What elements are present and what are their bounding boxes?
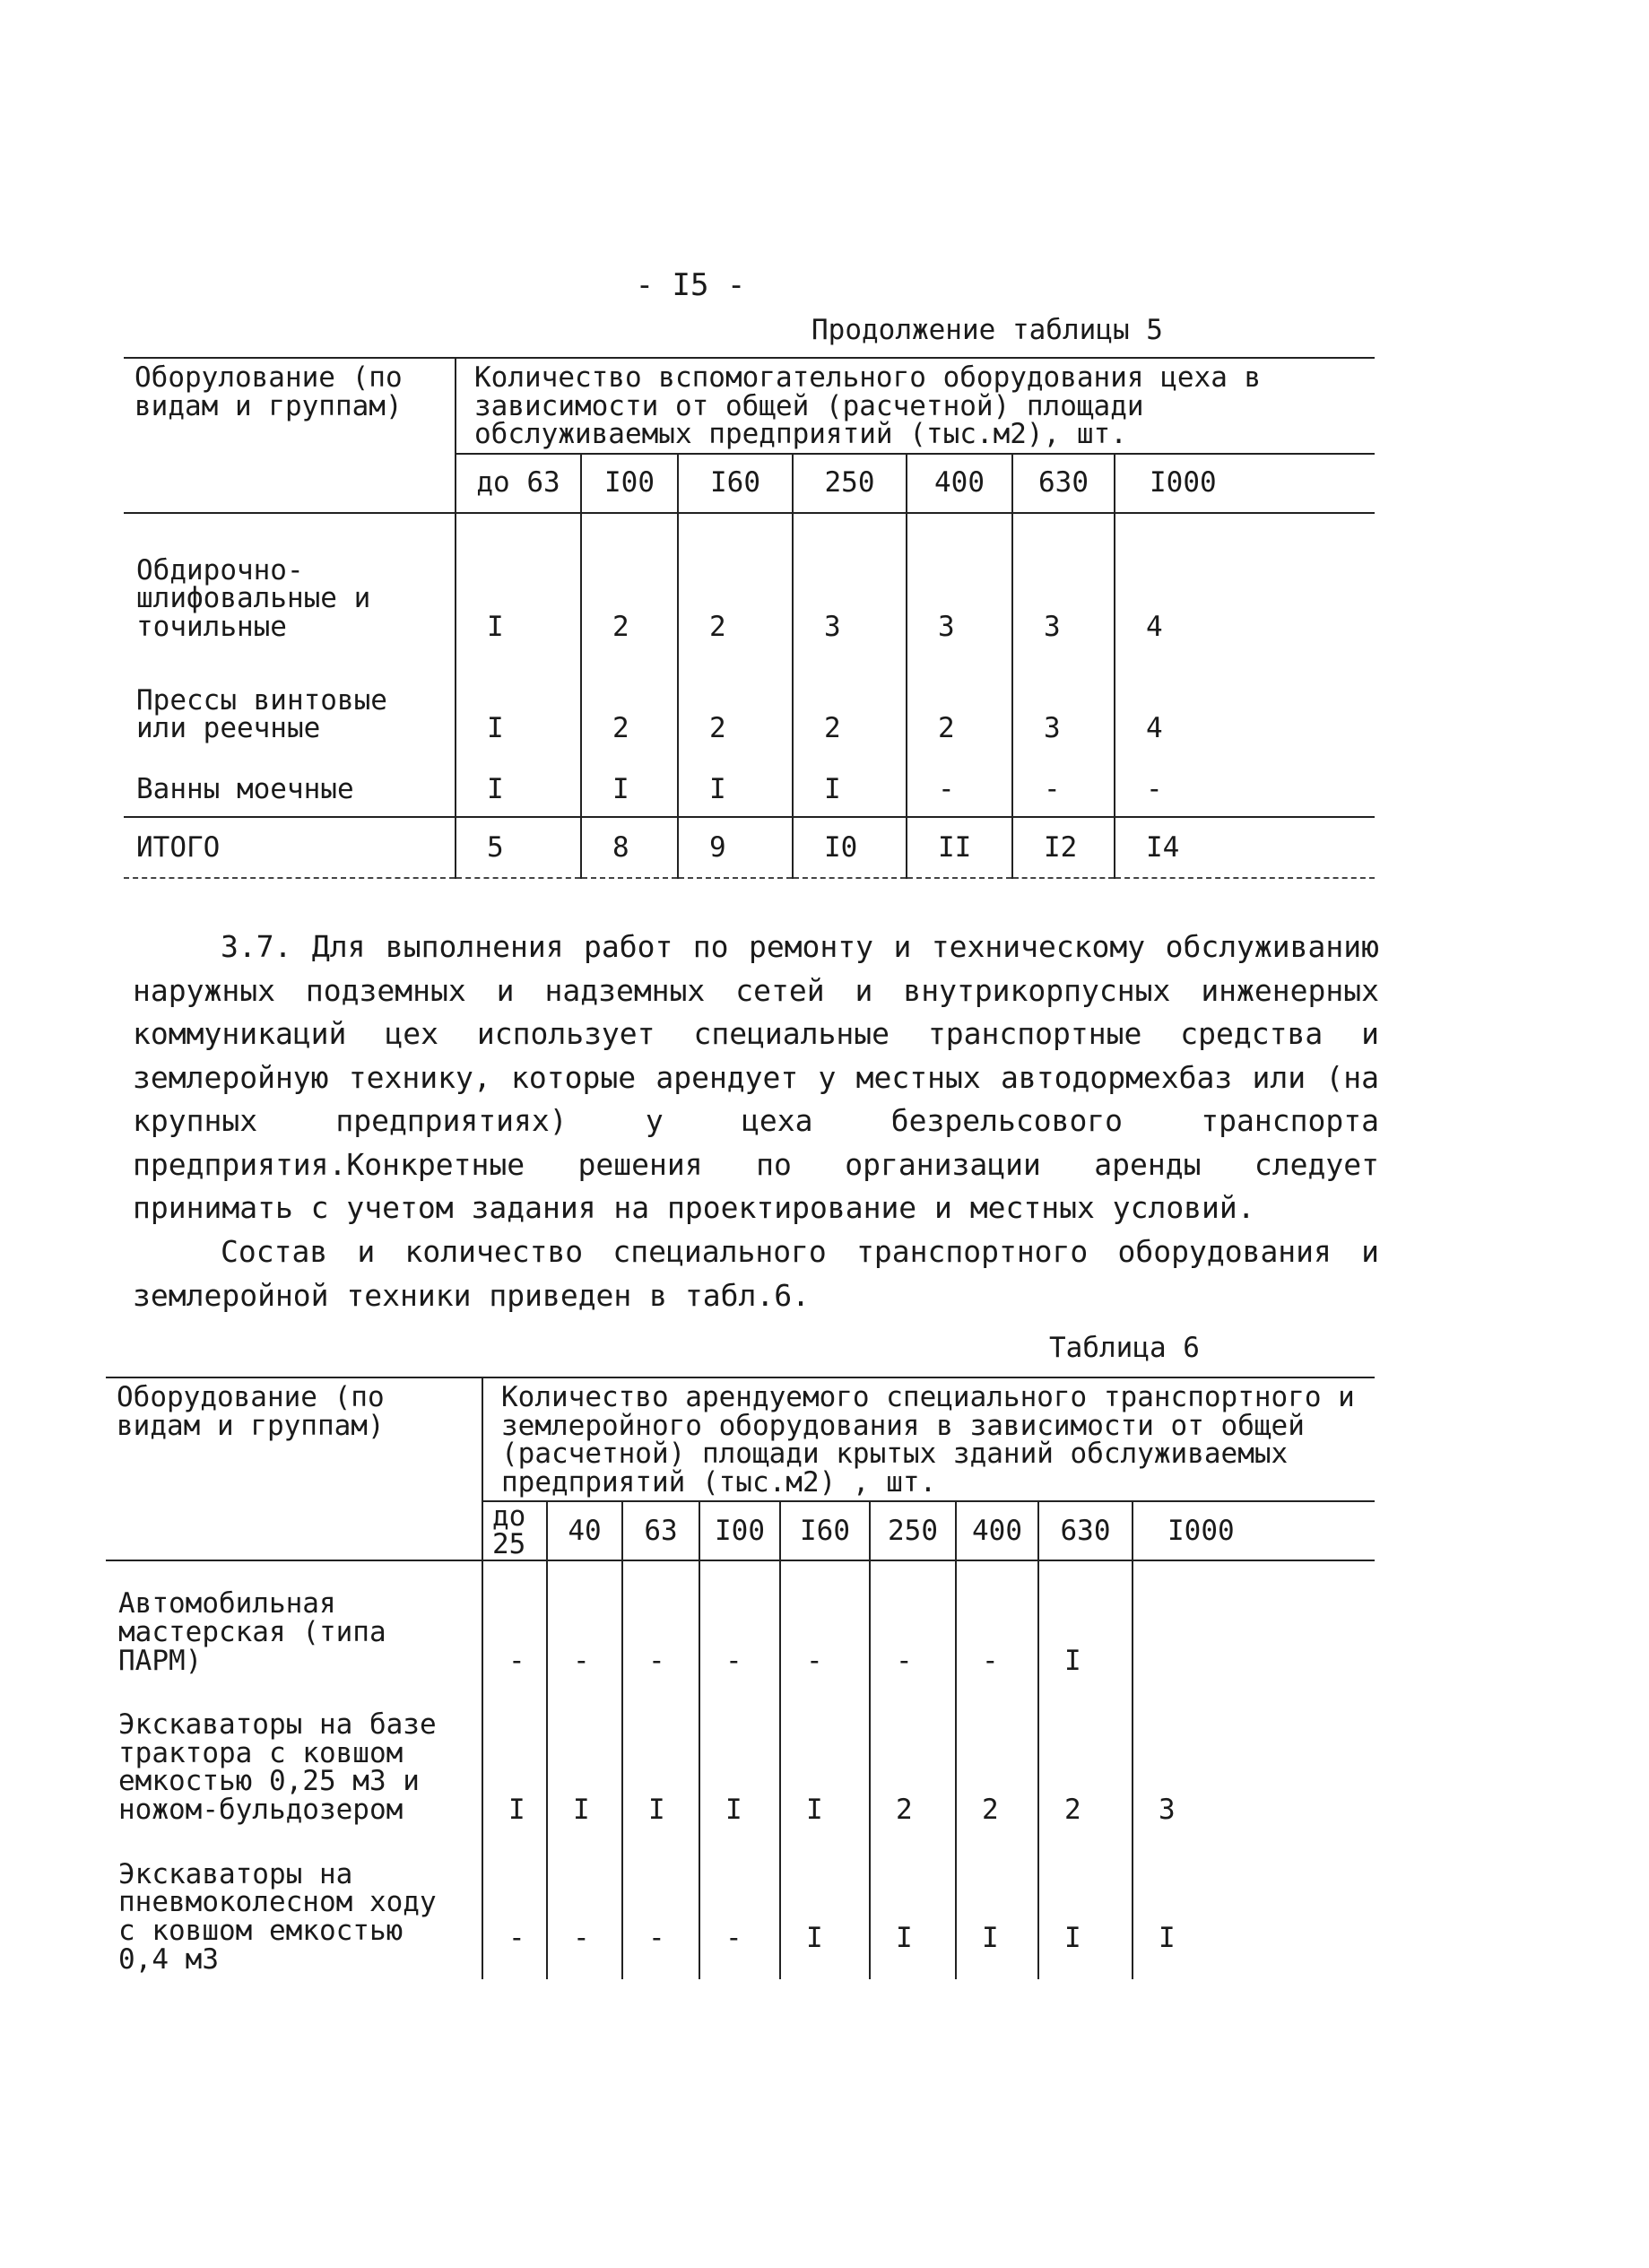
table6-cell: 2	[1038, 1688, 1133, 1837]
table6-col-header: 250	[870, 1501, 956, 1560]
table5-total-cell: 8	[581, 817, 678, 878]
table5-cell: 2	[678, 655, 793, 756]
body-text-section	[133, 1230, 1379, 1317]
table5-cell: 3	[1012, 655, 1115, 756]
table6-header-equipment: Оборудование (по видам и группам)	[106, 1377, 482, 1560]
table6-col-header: I60	[780, 1501, 870, 1560]
table5-cell: 3	[793, 513, 907, 655]
table5-cell: 3	[907, 513, 1012, 655]
table6-col-header: I00	[699, 1501, 780, 1560]
table6-cell: I	[1038, 1838, 1133, 1979]
table5-total-cell: I4	[1115, 817, 1375, 878]
table6-row-name: Автомобильная мастерская (типа ПАРМ)	[118, 1587, 386, 1677]
table5-header-equipment: Оборулование (по видам и группам)	[124, 358, 456, 513]
table6-cell: -	[622, 1838, 699, 1979]
table6-cell: -	[482, 1560, 547, 1688]
table5-cell: I	[581, 756, 678, 818]
table-row	[106, 1838, 1375, 1979]
table-5	[124, 357, 1375, 879]
table6-header-quantity: Количество арендуемого специального транспортного и землеройного оборудования в зависимости от общей (расчетной) площади крытых зданий обслуживаемых предприятий (тыс.м2) , шт.	[482, 1377, 1375, 1501]
table6-cell: -	[699, 1838, 780, 1979]
table6-cell: 3	[1133, 1688, 1375, 1837]
table5-col-header: до 63	[456, 454, 581, 513]
table6-cell: -	[622, 1560, 699, 1688]
table6-cell: -	[956, 1560, 1038, 1688]
table6-col-header: 630	[1038, 1501, 1133, 1560]
paragraph-3-7: 3.7. Для выполнения работ по ремонту и техническому обслуживанию наружных подземных и надземных сетей и внутрикорпусных инженерных коммуникаций цех использует специальные транспортные средства и землеройную технику, которые арендует у местных автодормехбаз или (на крупных предприятиях) у цеха безрельсового транспорта предприятия.Конкретные решения по организации аренды следует принимать с учетом задания на проектирование и местных условий.	[133, 929, 1379, 1225]
page-number: - I5 -	[635, 267, 746, 303]
table5-cell: -	[907, 756, 1012, 818]
table-row	[124, 513, 1375, 655]
table5-cell: 2	[581, 513, 678, 655]
table6-cell: -	[870, 1560, 956, 1688]
table5-cell: I	[456, 513, 581, 655]
table6-row-name: Экскаваторы на пневмоколесном ходу с ковшом емкостью 0,4 м3	[118, 1857, 437, 1976]
table5-total-cell: I2	[1012, 817, 1115, 878]
table-row	[106, 1688, 1375, 1837]
table5-cell: 4	[1115, 655, 1375, 756]
table5-cell: I	[456, 756, 581, 818]
table5-col-header: 400	[907, 454, 1012, 513]
table5-cell: I	[456, 655, 581, 756]
table6-cell	[1133, 1560, 1375, 1688]
table6-cell: -	[482, 1838, 547, 1979]
table6-cell: I	[622, 1688, 699, 1837]
table6-cell: I	[870, 1838, 956, 1979]
table6-cell: -	[780, 1560, 870, 1688]
table6-cell: -	[547, 1838, 622, 1979]
table6-cell: 2	[956, 1688, 1038, 1837]
table5-cell: 2	[678, 513, 793, 655]
table6-cell: I	[547, 1688, 622, 1837]
table6-cell: -	[699, 1560, 780, 1688]
table6-col-header: I000	[1133, 1501, 1375, 1560]
paragraph-composition: Состав и количество специального транспортного оборудования и землеройной техники приведен в табл.6.	[133, 1234, 1379, 1313]
table6-col-header: 40	[547, 1501, 622, 1560]
table-row-total	[124, 817, 1375, 878]
table5-cell: 3	[1012, 513, 1115, 655]
table5-cell: I	[678, 756, 793, 818]
table6-cell: I	[956, 1838, 1038, 1979]
table5-caption: Продолжение таблицы 5	[811, 314, 1163, 346]
table5-col-header: I00	[581, 454, 678, 513]
table6-cell: I	[1038, 1560, 1133, 1688]
table5-total-cell: I0	[793, 817, 907, 878]
table5-col-header: I000	[1115, 454, 1375, 513]
table6-cell: I	[699, 1688, 780, 1837]
table6-col-header: до 25	[482, 1501, 547, 1560]
table-row	[124, 655, 1375, 756]
table6-caption: Таблица 6	[1049, 1332, 1200, 1364]
table6-col-header: 400	[956, 1501, 1038, 1560]
table5-row-name: Прессы винтовые или реечные	[136, 683, 387, 745]
table6-cell: I	[780, 1838, 870, 1979]
table5-col-header: I60	[678, 454, 793, 513]
table5-header-quantity: Количество вспомогательного оборудования цеха в зависимости от общей (расчетной) площади обслуживаемых предприятий (тыс.м2), шт.	[456, 358, 1375, 454]
table5-total-cell: II	[907, 817, 1012, 878]
table5-cell: 4	[1115, 513, 1375, 655]
table-row	[106, 1560, 1375, 1688]
table5-total-cell: 9	[678, 817, 793, 878]
table-6	[106, 1377, 1375, 1979]
table6-cell: I	[1133, 1838, 1375, 1979]
table5-cell: I	[793, 756, 907, 818]
table5-col-header: 630	[1012, 454, 1115, 513]
table6-col-header: 63	[622, 1501, 699, 1560]
body-text-section	[133, 925, 1379, 1230]
table5-cell: 2	[907, 655, 1012, 756]
table5-total-cell: 5	[456, 817, 581, 878]
table6-cell: I	[482, 1688, 547, 1837]
table5-row-name: Обдирочно-шлифовальные и точильные	[136, 553, 371, 644]
table6-cell: I	[780, 1688, 870, 1837]
table6-cell: 2	[870, 1688, 956, 1837]
table5-cell: 2	[581, 655, 678, 756]
table5-cell: -	[1012, 756, 1115, 818]
table5-total-label: ИТОГО	[124, 817, 456, 878]
table5-col-header: 250	[793, 454, 907, 513]
table-row	[124, 756, 1375, 818]
table6-row-name: Экскаваторы на базе трактора с ковшом емкостью 0,25 м3 и ножом-бульдозером	[118, 1708, 437, 1827]
table6-cell: -	[547, 1560, 622, 1688]
table5-row-name: Ванны моечные	[136, 772, 354, 805]
table5-cell: -	[1115, 756, 1375, 818]
table5-cell: 2	[793, 655, 907, 756]
